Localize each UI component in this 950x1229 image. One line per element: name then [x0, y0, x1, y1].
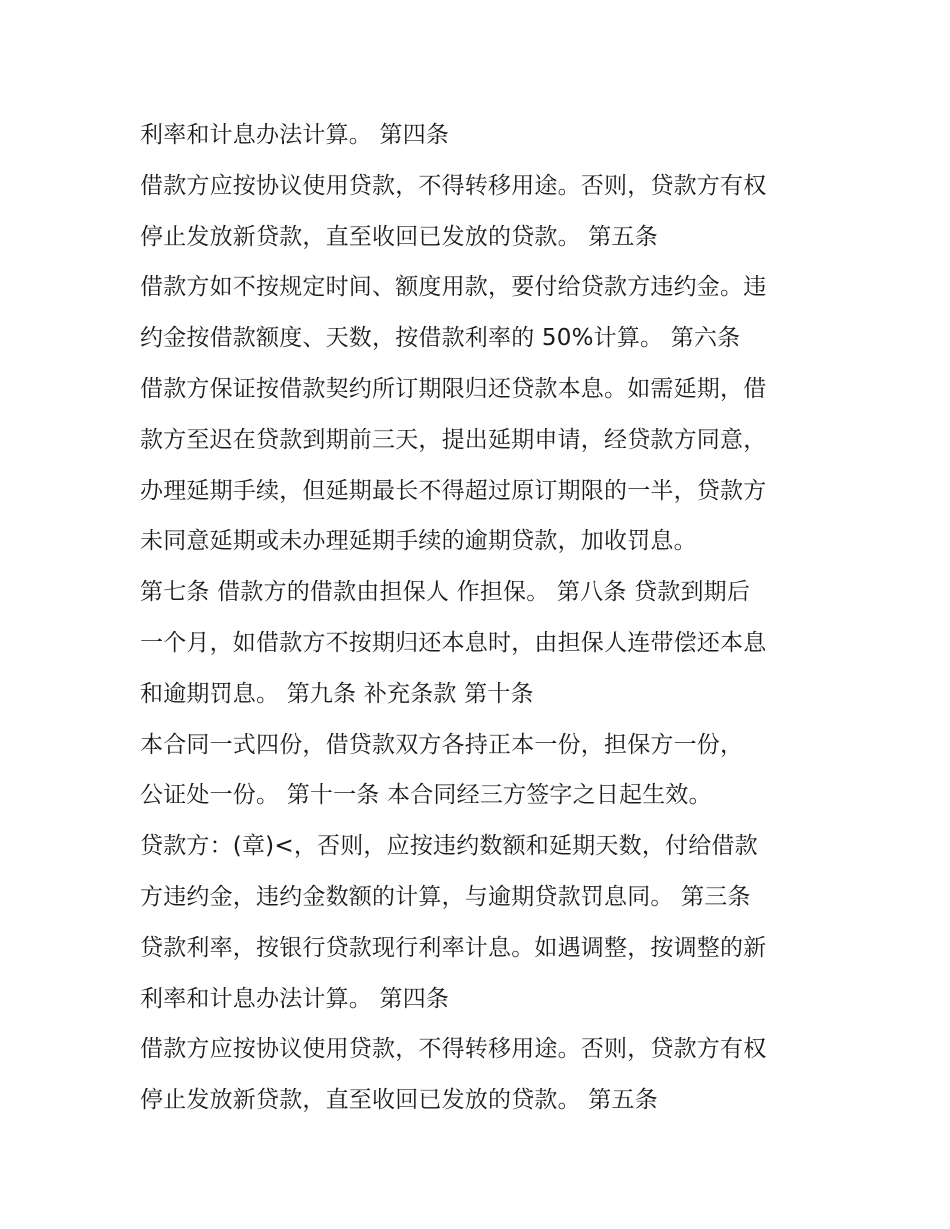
- text-line: 借款方应按协议使用贷款，不得转移用途。否则，贷款方有权: [140, 1036, 767, 1063]
- text-line: 贷款利率，按银行贷款现行利率计息。如遇调整，按调整的新: [140, 934, 767, 961]
- text-line: 办理延期手续，但延期最长不得超过原订期限的一半，贷款方: [140, 477, 767, 504]
- text-line: 停止发放新贷款，直至收回已发放的贷款。 第五条: [140, 1087, 658, 1114]
- contract-text-body: [140, 110, 830, 1126]
- text-line: 公证处一份。 第十一条 本合同经三方签字之日起生效。: [140, 782, 712, 809]
- text-line: 本合同一式四份，借贷款双方各持正本一份，担保方一份，: [140, 731, 744, 758]
- text-line: 利率和计息办法计算。 第四条: [140, 122, 450, 148]
- text-line: 一个月，如借款方不按期归还本息时，由担保人连带偿还本息: [140, 629, 767, 656]
- text-line: 借款方如不按规定时间、额度用款，要付给贷款方违约金。违: [140, 274, 767, 301]
- text-line: 贷款方：(章)<，否则，应按违约数额和延期天数，付给借款: [140, 833, 758, 860]
- text-line: 方违约金，违约金数额的计算，与逾期贷款罚息同。 第三条: [140, 883, 751, 910]
- text-line: 停止发放新贷款，直至收回已发放的贷款。 第五条: [140, 223, 658, 250]
- text-line: 未同意延期或未办理延期手续的逾期贷款，加收罚息。: [140, 528, 697, 555]
- text-line: 第七条 借款方的借款由担保人 作担保。 第八条 贷款到期后: [140, 579, 751, 606]
- text-line: 借款方应按协议使用贷款，不得转移用途。否则，贷款方有权: [140, 172, 767, 199]
- text-line: 款方至迟在贷款到期前三天，提出延期申请，经贷款方同意，: [140, 426, 767, 453]
- text-line: 约金按借款额度、天数，按借款利率的 50%计算。 第六条: [140, 325, 741, 352]
- text-line: 利率和计息办法计算。 第四条: [140, 985, 450, 1012]
- text-line: 和逾期罚息。 第九条 补充条款 第十条: [140, 680, 534, 707]
- text-line: 借款方保证按借款契约所订期限归还贷款本息。如需延期，借: [140, 375, 767, 402]
